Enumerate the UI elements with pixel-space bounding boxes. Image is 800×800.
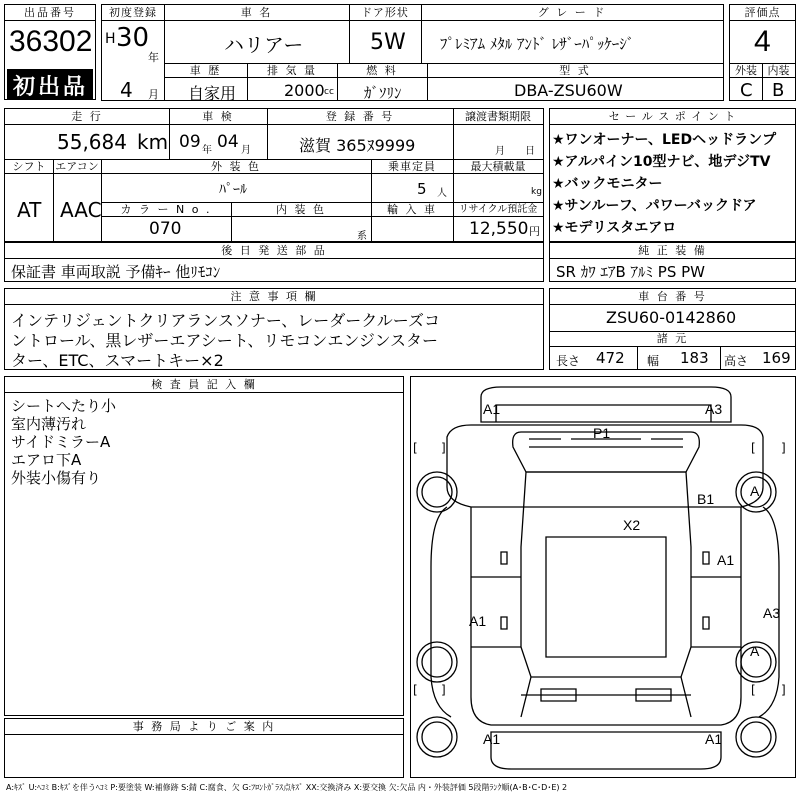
sales-point-item: ★サンルーフ、パワーバックドア <box>552 198 757 214</box>
mileage: 55,684 <box>57 130 127 154</box>
plate-number: 滋賀 365ﾇ9999 <box>299 136 416 155</box>
dimensions-label: 諸 元 <box>656 332 689 345</box>
ac: AAC <box>60 198 102 222</box>
damage-rear-left-corner: A1 <box>483 731 501 747</box>
vehicle-name: ハリアー <box>224 33 304 57</box>
lot-number: 36302 <box>9 25 93 58</box>
width-label: 幅 <box>647 354 660 368</box>
shift-label: シフト <box>12 160 46 173</box>
exterior-color: ﾊﾟｰﾙ <box>219 182 247 198</box>
model: DBA-ZSU60W <box>514 81 623 100</box>
length: 472 <box>596 349 625 367</box>
inspector-note: 外装小傷有り <box>11 469 102 487</box>
transfer-month-unit: 月 <box>495 146 505 157</box>
color-number: 070 <box>149 219 182 239</box>
notes-line-3: ター、ETC、スマートキー×2 <box>11 351 224 370</box>
damage-right-rear-fender: A3 <box>763 605 781 621</box>
door-type: 5W <box>370 30 406 55</box>
shift: AT <box>17 198 42 222</box>
inspector-note: 室内薄汚れ <box>11 415 87 433</box>
specs-box <box>4 108 544 242</box>
interior-color-unit: 系 <box>357 231 367 242</box>
lot-number-box <box>4 4 96 100</box>
recycle-label: リサイクル預託金 <box>458 204 538 215</box>
reg-year: 30 <box>116 23 150 53</box>
displacement-label: 排 気 量 <box>267 64 317 77</box>
inspection-month-unit: 月 <box>241 145 251 156</box>
sales-point-item: ★ワンオーナー、LEDヘッドランプ <box>552 132 777 148</box>
diagram-bracket: ] <box>441 441 446 455</box>
inspector-box <box>4 376 404 716</box>
reg-year-unit: 年 <box>148 51 159 64</box>
inspection-label: 車 検 <box>202 110 234 123</box>
recycle-fee: 12,550 <box>469 219 529 239</box>
history: 自家用 <box>188 84 237 103</box>
inspection-year-unit: 年 <box>202 145 212 156</box>
inspector-note: サイドミラーA <box>11 433 111 451</box>
plate-label: 登 録 番 号 <box>325 110 395 123</box>
damage-roof: X2 <box>623 517 641 533</box>
damage-rear-right-corner: A1 <box>705 731 723 747</box>
damage-right-front-wheel: A <box>750 483 760 499</box>
office-box <box>4 718 404 778</box>
lot-label: 出品番号 <box>24 6 76 19</box>
reg-month: 4 <box>120 78 133 102</box>
exterior-grade: C <box>740 80 753 101</box>
fuel: ｶﾞｿﾘﾝ <box>364 84 402 102</box>
inspector-label: 検 査 員 記 入 欄 <box>151 378 257 391</box>
interior-color-label: 内 装 色 <box>276 203 326 216</box>
mileage-unit: km <box>137 130 169 154</box>
accessories: 保証書 車両取説 予備ｷｰ 他ﾘﾓｺﾝ <box>11 263 221 281</box>
damage-front-left-corner: A1 <box>483 401 501 417</box>
score-label: 評価点 <box>744 6 781 19</box>
load-unit: kg <box>531 187 542 197</box>
ac-label: エアコン <box>55 160 99 173</box>
width: 183 <box>680 349 709 367</box>
damage-windshield: P1 <box>593 425 611 441</box>
damage-right-doors: A1 <box>717 552 735 568</box>
first-reg-label: 初度登録 <box>109 6 157 19</box>
diagram-bracket: [ <box>413 441 418 455</box>
diagram-bracket: ] <box>441 683 446 697</box>
load-label: 最大積載量 <box>470 160 526 173</box>
equipment-label: 純 正 装 備 <box>638 244 707 257</box>
equipment-box <box>549 242 796 282</box>
sales-points-label: セ ー ル ス ポ イ ン ト <box>608 110 737 123</box>
displacement-unit: cc <box>324 87 334 97</box>
diagram-bracket: [ <box>751 441 756 455</box>
capacity-unit: 人 <box>437 188 447 199</box>
damage-left-doors: A1 <box>469 613 487 629</box>
notes-line-2: ントロール、黒レザーエアシート、リモコンエンジンスター <box>11 331 439 350</box>
mileage-label: 走 行 <box>71 110 103 123</box>
legend: A:ｷｽﾞ U:ﾍｺﾐ B:ｷｽﾞを伴うﾍｺﾐ P:要塗装 W:補修跡 S:錆 C:腐食、欠 G:ﾌﾛﾝﾄｶﾞﾗｽ点ｷｽﾞ XX:交換済み X:要交換 欠:欠品 内・外装評価 5段階ﾗﾝｸ順(A･B･C･D･E) 2 <box>6 783 568 792</box>
reg-era: H <box>105 31 116 47</box>
exterior-label: 外装 <box>735 64 757 77</box>
import-label: 輸 入 車 <box>387 203 437 216</box>
score: 4 <box>754 25 771 58</box>
capacity: 5 <box>417 180 427 198</box>
notes-label: 注 意 事 項 欄 <box>230 290 318 303</box>
vehicle-name-label: 車 名 <box>240 6 273 19</box>
sales-point-item: ★モデリスタエアロ <box>552 220 677 236</box>
vehicle-header-box <box>101 4 724 101</box>
color-no-label: カ ラ ー N o . <box>120 203 212 216</box>
chassis-label: 車 台 番 号 <box>638 290 707 303</box>
diagram-bracket: ] <box>781 441 786 455</box>
sales-point-item: ★バックモニター <box>552 176 663 192</box>
model-label: 型 式 <box>559 64 591 77</box>
accessories-box <box>4 242 544 282</box>
first-listing-badge: 初出品 <box>7 69 93 99</box>
height: 169 <box>762 349 791 367</box>
accessories-label: 後 日 発 送 部 品 <box>221 244 327 257</box>
score-box <box>729 4 796 101</box>
diagram-bracket: [ <box>413 683 418 697</box>
grade-label: グ レ ー ド <box>537 6 607 19</box>
fuel-label: 燃 料 <box>366 64 398 77</box>
equipment: SR ｶﾜ ｴｱB ｱﾙﾐ PS PW <box>556 263 706 281</box>
damage-front-right-corner: A3 <box>705 401 723 417</box>
notes-box <box>4 288 544 370</box>
grade: ﾌﾟﾚﾐｱﾑ ﾒﾀﾙ ｱﾝﾄﾞ ﾚｻﾞｰﾊﾟｯｹｰｼﾞ <box>440 35 635 53</box>
history-label: 車 歴 <box>189 64 222 77</box>
diagram-bracket: [ <box>751 683 756 697</box>
reg-month-unit: 月 <box>148 88 159 101</box>
recycle-unit: 円 <box>529 225 540 238</box>
color-label: 外 装 色 <box>211 160 261 173</box>
notes-line-1: インテリジェントクリアランスソナー、レーダークルーズコ <box>11 311 440 330</box>
transfer-label: 譲渡書類期限 <box>465 110 531 123</box>
transfer-day-unit: 日 <box>525 146 535 157</box>
sales-points-box <box>549 108 796 242</box>
capacity-label: 乗車定員 <box>388 160 436 173</box>
height-label: 高さ <box>724 354 749 368</box>
damage-right-front-fender: B1 <box>697 491 715 507</box>
diagram-bracket: ] <box>781 683 786 697</box>
length-label: 長さ <box>556 354 581 368</box>
inspection-year: 09 <box>179 132 201 152</box>
displacement: 2000 <box>284 81 325 100</box>
damage-right-rear-wheel: A <box>750 643 760 659</box>
interior-grade: B <box>772 80 785 101</box>
chassis-number: ZSU60-0142860 <box>606 308 737 327</box>
inspector-note: シートへたり小 <box>11 397 117 415</box>
interior-label: 内装 <box>767 64 790 77</box>
car-diagram <box>410 376 796 778</box>
chassis-box <box>549 288 796 370</box>
inspector-note: エアロ下A <box>11 451 82 469</box>
sales-point-item: ★アルパイン10型ナビ、地デジTV <box>552 154 771 170</box>
inspection-month: 04 <box>217 132 239 152</box>
door-label: ドア形状 <box>361 6 409 19</box>
office-label: 事 務 局 よ り ご 案 内 <box>132 720 276 733</box>
